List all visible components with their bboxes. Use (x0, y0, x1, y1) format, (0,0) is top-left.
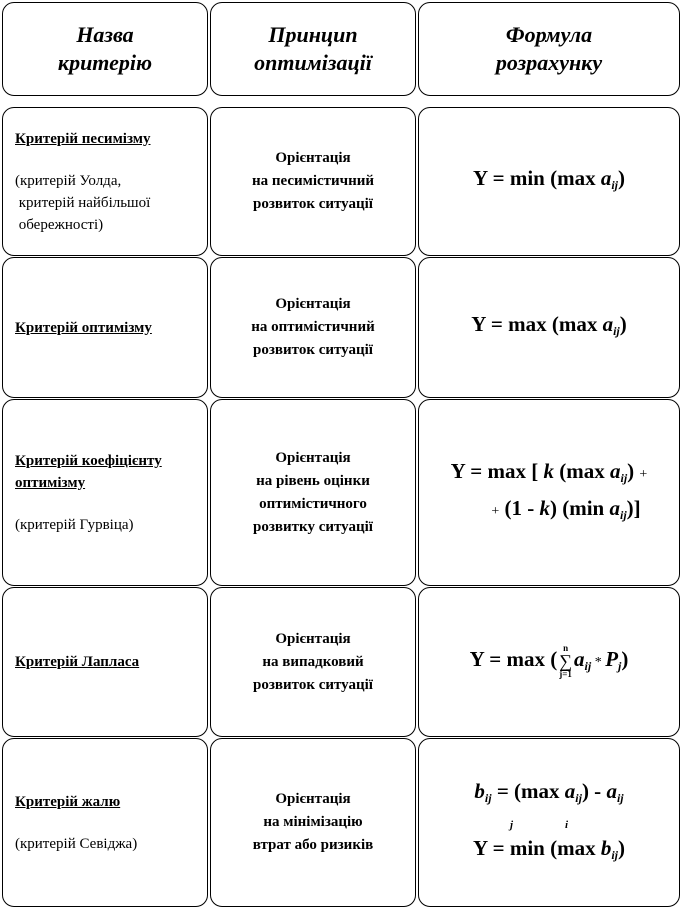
header-criterion-name: Назва критерію (2, 2, 208, 96)
row-laplace-name (2, 587, 208, 737)
row-savage-principle: Орієнтація на мінімізацію втрат або ризиків (210, 738, 416, 907)
row-pessimism-principle: Орієнтація на песимістичний розвиток ситуації (210, 107, 416, 256)
criterion-title: Критерій жалю (15, 793, 121, 810)
row-laplace-formula: Y = max ( n ∑ j=1 $a_{ij} * P_j$) (418, 587, 680, 737)
row-optimism-formula: Y = max (max $a_{ij}$) (418, 257, 680, 398)
row-optimism-name (2, 257, 208, 398)
criterion-note: (критерій Уолда, критерій найбільшої обережності) (15, 172, 151, 233)
header-calculation-formula: Формула розрахунку (418, 2, 680, 96)
criterion-note: (критерій Гурвіца) (15, 516, 134, 533)
row-hurwicz-formula: Y = max [ k (max $a_{ij}$) + + (1 - k) (min $a_{ij}$)] (418, 399, 680, 586)
row-pessimism-formula: Y = min (max $a_{ij}$) (418, 107, 680, 256)
criterion-note: (критерій Севіджа) (15, 835, 138, 852)
row-hurwicz-principle: Орієнтація на рівень оцінки оптимістичного розвитку ситуації (210, 399, 416, 586)
criterion-title: Критерій песимізму (15, 130, 151, 147)
criterion-title: Критерій оптимізму (15, 319, 152, 336)
row-optimism-principle: Орієнтація на оптимістичний розвиток ситуації (210, 257, 416, 398)
summation-sign: n ∑ j=1 (559, 643, 573, 680)
formula-indices: j i (509, 818, 569, 831)
row-savage-formula: $b_{ij} = (\max$ $a_{ij}) - a_{ij}$ j i Y = min (max $b_{ij}$) (418, 738, 680, 907)
row-laplace-principle: Орієнтація на випадковий розвиток ситуації (210, 587, 416, 737)
criterion-title: Критерій Лапласа (15, 654, 140, 670)
row-pessimism-name (2, 107, 208, 256)
row-hurwicz-name (2, 399, 208, 586)
row-savage-name (2, 738, 208, 907)
header-optimization-principle: Принцип оптимізації (210, 2, 416, 96)
criterion-title: Критерій коефіцієнту оптимізму (15, 452, 162, 491)
